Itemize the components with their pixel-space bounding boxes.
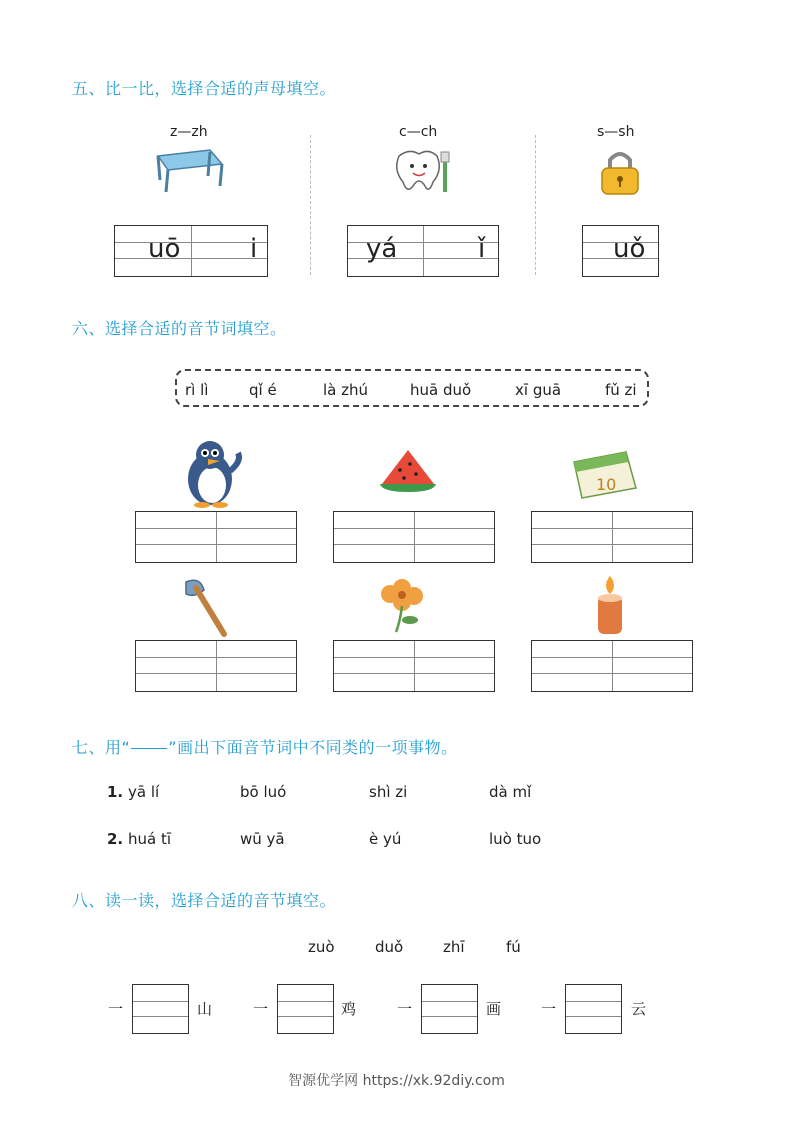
noun-char: 鸡 bbox=[341, 1000, 357, 1018]
word-option: fǔ zi bbox=[605, 381, 637, 399]
calendar-icon bbox=[570, 448, 640, 502]
syllable-option: zuò bbox=[308, 938, 335, 956]
word-item: è yú bbox=[369, 830, 402, 848]
word-option: xī guā bbox=[515, 381, 562, 399]
noun-char: 云 bbox=[631, 1000, 647, 1018]
pinyin-final: uǒ bbox=[613, 234, 646, 264]
syllable-option: zhī bbox=[443, 938, 465, 956]
measure-word: 一 bbox=[253, 1000, 269, 1018]
pair-z-zh: z—zh bbox=[170, 124, 208, 140]
section-7-title: 七、用“ ”画出下面音节词中不同类的一项事物。 bbox=[72, 738, 458, 757]
watermelon-icon bbox=[378, 446, 438, 494]
syllable-option: fú bbox=[506, 938, 521, 956]
word-bank bbox=[175, 369, 649, 407]
question-number: 1. bbox=[107, 783, 124, 801]
answer-grid bbox=[333, 640, 495, 692]
table-icon bbox=[150, 148, 224, 196]
word-option: là zhú bbox=[323, 381, 369, 399]
answer-grid bbox=[333, 511, 495, 563]
measure-word: 一 bbox=[541, 1000, 557, 1018]
word-item: wū yā bbox=[240, 830, 285, 848]
pinyin-final: yá bbox=[366, 234, 398, 264]
syllable-option: duǒ bbox=[375, 938, 404, 956]
measure-word: 一 bbox=[108, 1000, 124, 1018]
word-option: huā duǒ bbox=[410, 381, 472, 399]
tooth-icon bbox=[385, 146, 455, 196]
answer-grid bbox=[531, 511, 693, 563]
noun-char: 山 bbox=[197, 1000, 213, 1018]
word-item: bō luó bbox=[240, 783, 287, 801]
pinyin-final: i bbox=[250, 234, 258, 264]
lock-icon bbox=[598, 148, 642, 196]
pinyin-final: ǐ bbox=[478, 234, 486, 264]
word-item: huá tī bbox=[128, 830, 172, 848]
footer-watermark: 智源优学网 https://xk.92diy.com bbox=[288, 1073, 505, 1089]
section-6-title: 六、选择合适的音节词填空。 bbox=[72, 319, 287, 338]
answer-box bbox=[565, 984, 622, 1034]
measure-word: 一 bbox=[397, 1000, 413, 1018]
pinyin-grid bbox=[114, 225, 268, 277]
candle-icon bbox=[590, 574, 630, 638]
flower-icon bbox=[372, 574, 432, 636]
word-option: qǐ é bbox=[249, 381, 277, 399]
axe-icon bbox=[180, 576, 232, 638]
word-item: dà mǐ bbox=[489, 783, 532, 801]
word-item: yā lí bbox=[128, 783, 160, 801]
answer-box bbox=[277, 984, 334, 1034]
penguin-icon bbox=[180, 437, 260, 509]
underline-sample bbox=[131, 748, 167, 749]
noun-char: 画 bbox=[486, 1000, 502, 1018]
word-option: rì lì bbox=[185, 381, 209, 399]
pair-c-ch: c—ch bbox=[399, 124, 438, 140]
question-number: 2. bbox=[107, 830, 124, 848]
svg-text:10: 10 bbox=[596, 475, 617, 494]
section-5-title: 五、比一比，选择合适的声母填空。 bbox=[72, 79, 337, 98]
pair-s-sh: s—sh bbox=[597, 124, 635, 140]
answer-box bbox=[421, 984, 478, 1034]
word-item: luò tuo bbox=[489, 830, 542, 848]
divider bbox=[535, 135, 536, 275]
section-8-title: 八、读一读，选择合适的音节填空。 bbox=[72, 891, 337, 910]
answer-grid bbox=[531, 640, 693, 692]
answer-grid bbox=[135, 640, 297, 692]
divider bbox=[310, 135, 311, 275]
answer-grid bbox=[135, 511, 297, 563]
pinyin-final: uō bbox=[148, 234, 181, 264]
word-item: shì zi bbox=[369, 783, 408, 801]
answer-box bbox=[132, 984, 189, 1034]
